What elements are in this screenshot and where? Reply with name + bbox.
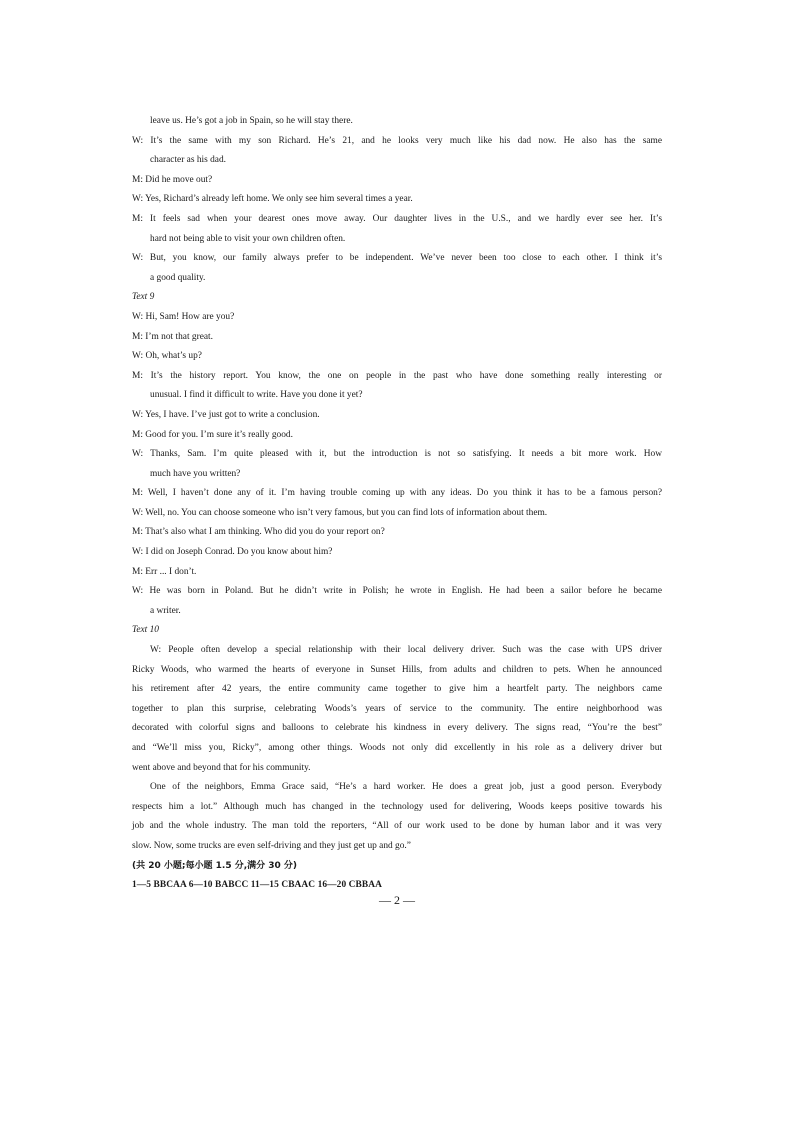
text-line: W: Yes, Richard’s already left home. We only see him several times a year.: [132, 194, 413, 205]
text-line: job and the whole industry. The man told the reporters, “All of our work used to be done by human labor and it was very: [132, 821, 662, 832]
text-line: a good quality.: [150, 272, 206, 283]
text-line: Text 9: [132, 292, 155, 303]
text-line: M: Did he move out?: [132, 174, 213, 185]
text-line: 1—5 BBCAA 6—10 BABCC 11—15 CBAAC 16—20 CBBAA: [132, 880, 382, 891]
text-line: Text 10: [132, 625, 159, 636]
text-line: M: Good for you. I’m sure it’s really good.: [132, 429, 293, 440]
text-line: W: I did on Joseph Conrad. Do you know about him?: [132, 547, 333, 558]
text-line: much have you written?: [150, 468, 241, 479]
text-line: M: It’s the history report. You know, the one on people in the past who have done something really interesting or: [132, 370, 662, 381]
text-line: W: Well, no. You can choose someone who isn’t very famous, but you can find lots of information about them.: [132, 507, 548, 518]
text-line: M: It feels sad when your dearest ones move away. Our daughter lives in the U.S., and we hardly ever see her. It’s: [132, 213, 662, 224]
text-line: slow. Now, some trucks are even self-driving and they just get up and go.”: [132, 840, 411, 851]
text-line: went above and beyond that for his community.: [132, 762, 311, 773]
text-line: One of the neighbors, Emma Grace said, “He’s a hard worker. He does a great job, just a good person. Everybody: [150, 782, 662, 793]
page-number: — 2 —: [379, 893, 415, 907]
text-line: W: Thanks, Sam. I’m quite pleased with it, but the introduction is not so satisfying. It needs a bit more work. How: [132, 449, 662, 460]
text-line: W: He was born in Poland. But he didn’t write in Polish; he wrote in English. He had been a sailor before he became: [132, 586, 662, 597]
text-line: M: I’m not that great.: [132, 331, 213, 342]
text-line: together to plan this surprise, celebrating Woods’s years of service to the community. The entire neighborhood was: [132, 703, 662, 714]
text-line: M: That’s also what I am thinking. Who did you do your report on?: [132, 527, 385, 538]
text-line: decorated with colorful signs and balloons to celebrate his kindness in every delivery. The signs read, “You’re the best”: [132, 723, 662, 734]
text-line: W: People often develop a special relationship with their local delivery driver. Such was the case with UPS driver: [150, 645, 662, 656]
text-line: W: But, you know, our family always prefer to be independent. We’ve never been too close to each other. I think it’s: [132, 253, 662, 264]
text-line: leave us. He’s got a job in Spain, so he will stay there.: [150, 116, 353, 126]
text-line: hard not being able to visit your own children often.: [150, 233, 346, 244]
text-line: and “We’ll miss you, Ricky”, among other things. Woods not only did excellently in his role as a delivery driver but: [132, 743, 662, 753]
text-line: W: It’s the same with my son Richard. He’s 21, and he looks very much like his dad now. He also has the same: [132, 135, 662, 146]
text-line: W: Yes, I have. I’ve just got to write a conclusion.: [132, 409, 320, 420]
text-line: unusual. I find it difficult to write. Have you done it yet?: [150, 390, 363, 401]
document-body: [132, 112, 662, 896]
text-line: M: Err ... I don’t.: [132, 566, 197, 577]
text-line: respects him a lot.” Although much has changed in the technology used for delivering, Woods keeps positive towards his: [132, 801, 662, 812]
text-line: Ricky Woods, who warmed the hearts of everyone in Sunset Hills, from adults and children to pets. When he announced: [132, 664, 662, 675]
text-line: W: Oh, what’s up?: [132, 351, 202, 362]
text-line: W: Hi, Sam! How are you?: [132, 311, 235, 322]
text-line: (共 20 小题;每小题 1.5 分,满分 30 分): [132, 860, 298, 871]
text-line: his retirement after 42 years, the entire community came together to give him a heartfelt party. The neighbors came: [132, 684, 662, 695]
text-line: character as his dad.: [150, 155, 227, 166]
text-line: a writer.: [150, 605, 181, 616]
text-line: M: Well, I haven’t done any of it. I’m having trouble coming up with any ideas. Do you think it has to be a famous person?: [132, 488, 662, 499]
